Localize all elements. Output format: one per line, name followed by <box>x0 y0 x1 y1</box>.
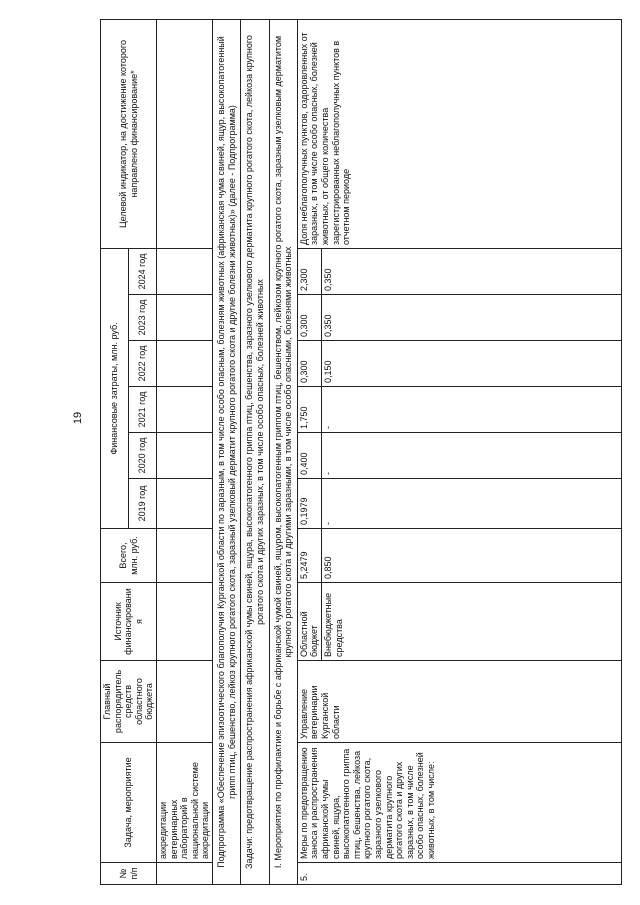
header-costs: Финансовые затраты, млн. руб. <box>101 249 129 529</box>
item5-num: 5. <box>297 863 621 885</box>
item5-value: 0,300 <box>297 295 321 341</box>
item5-value: 0,150 <box>321 341 621 387</box>
item5-value: - <box>321 387 621 433</box>
item5-value: 2,300 <box>297 249 321 295</box>
item5-value: - <box>321 433 621 479</box>
item5-value: 0,350 <box>321 295 621 341</box>
header-source: Источник финансирования <box>101 583 157 661</box>
task-row <box>241 20 269 885</box>
item5-value: 0,400 <box>297 433 321 479</box>
rotated-table-container <box>100 20 595 885</box>
item5-total: 0,850 <box>321 529 621 583</box>
header-year: 2023 год <box>129 295 157 341</box>
item5-task: Меры по предотвращению заноса и распространения африканской чумы свиней, ящура, высокопатогенного гриппа птиц, бешенства, лейкоза крупного рогатого скота, заразного узелкового дерматита крупного рогатого скота и других заразных, в том числе особо опасных, болезней животных, в том числе: <box>297 743 621 863</box>
header-num: № п/п <box>101 863 157 885</box>
header-task: Задача, мероприятие <box>101 743 157 863</box>
item5-source: Областной бюджет <box>297 583 321 661</box>
continued-row <box>157 20 213 885</box>
header-year: 2019 год <box>129 479 157 529</box>
item5-manager: Управление ветеринарии Курганской области <box>297 661 621 743</box>
header-year: 2021 год <box>129 387 157 433</box>
subprogram-row <box>213 20 241 885</box>
header-indicator: Целевой индикатор, на достижение которого направлено финансирование* <box>101 20 157 249</box>
header-manager: Главный распорядитель средств областного бюджета <box>101 661 157 743</box>
header-year: 2020 год <box>129 433 157 479</box>
item5-indicator: Доля неблагополучных пунктов, оздоровленных от заразных, в том числе особо опасных, болезней животных, от общего количества зарегистрированных неблагополучных пунктов в отчетном периоде <box>297 20 621 249</box>
item5-value: - <box>321 479 621 529</box>
subprogram-text: Подпрограмма «Обеспечение эпизоотического благополучия Курганской области по заразным, в том числе особо опасным, болезням животных (африканская чума свиней, ящур, высокопатогенный грипп птиц, бешенство, лейкоз крупного рогатого скота, заразный узелковый дерматит крупного рогатого скота и другие болезни животных)» (далее - Подпрограмма) <box>213 20 241 885</box>
task-text: Задачи: предотвращение распространения африканской чумы свиней, ящура, высокопатогенного гриппа птиц, бешенства, заразного узелкового дерматита крупного рогатого скота, лейкоза крупного рогатого скота и других заразных, в том числе особо опасных, болезней животных <box>241 20 269 885</box>
section-text: I. Мероприятия по профилактике и борьбе с африканской чумой свиней, ящуром, высокопатогенным гриппом птиц, бешенством, лейкозом крупного рогатого скота, заразным узелковым дерматитом крупного рогатого скота и другими заразными, в том числе особо опасными, болезнями животных <box>269 20 297 885</box>
header-total: Всего, млн. руб. <box>101 529 157 583</box>
item5-value: 1,750 <box>297 387 321 433</box>
financing-table <box>100 19 622 885</box>
header-year: 2022 год <box>129 341 157 387</box>
item5-row-1 <box>297 20 321 885</box>
item5-value: 0,1979 <box>297 479 321 529</box>
item5-total: 5,2479 <box>297 529 321 583</box>
item5-value: 0,350 <box>321 249 621 295</box>
item5-value: 0,300 <box>297 341 321 387</box>
header-year: 2024 год <box>129 249 157 295</box>
page-number: 19 <box>72 411 85 425</box>
continued-task: аккредитации ветеринарных лабораторий в национальной системе аккредитации <box>157 743 213 863</box>
header-row-1 <box>101 20 129 885</box>
item5-source: Внебюджетные средства <box>321 583 621 661</box>
section-row <box>269 20 297 885</box>
